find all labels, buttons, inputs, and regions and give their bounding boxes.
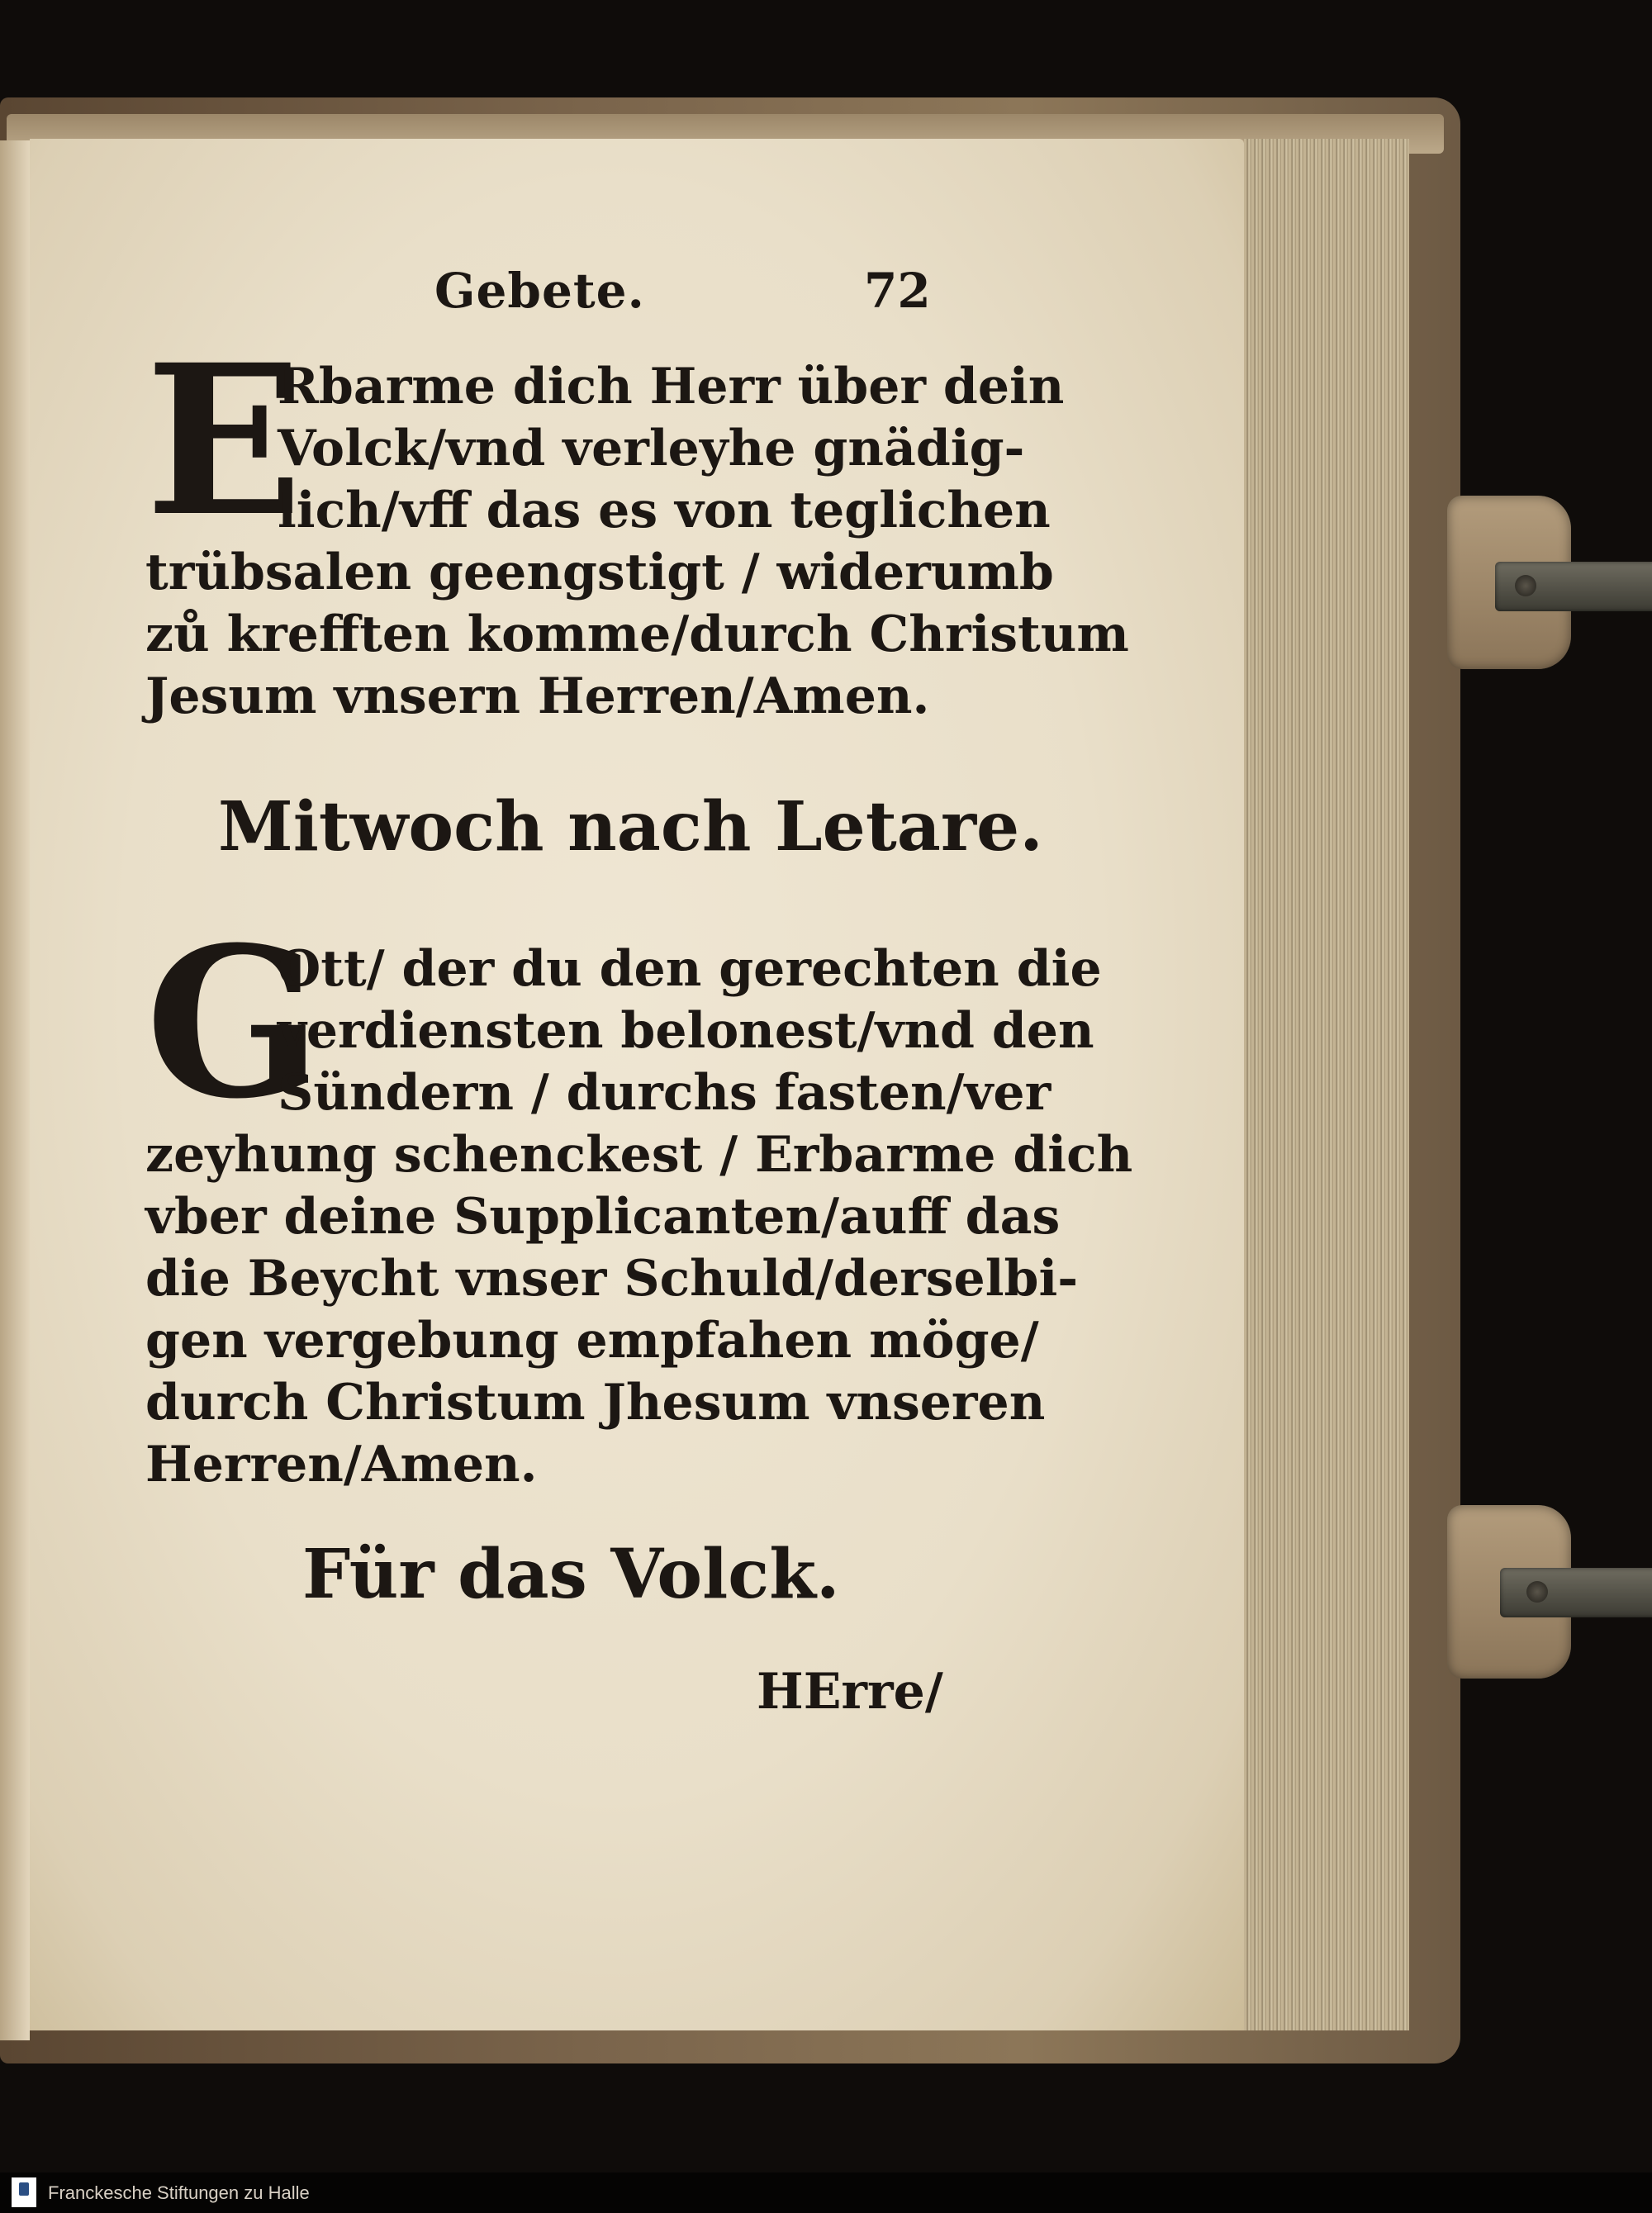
- prayer1-line-3: lich/vff das es von teglichen: [278, 482, 1051, 539]
- prayer2-line-1: Ott/ der du den gerechten die: [278, 940, 1102, 998]
- upper-clasp-rivet: [1515, 575, 1536, 596]
- prayer1-line-2: Volck/vnd verleyhe gnädig-: [278, 420, 1025, 477]
- institution-logo-icon: [12, 2177, 36, 2207]
- prayer1-line-6: Jesum vnsern Herren/Amen.: [145, 667, 930, 725]
- prayer2-line-5: vber deine Supplicanten/auff das: [145, 1188, 1061, 1246]
- prayer1-line-4: trübsalen geengstigt / widerumb: [145, 544, 1054, 601]
- prayer2-line-6: die Beycht vnser Schuld/derselbi-: [145, 1250, 1079, 1308]
- lower-clasp-rivet: [1526, 1581, 1548, 1603]
- left-page-edge: [0, 140, 30, 2040]
- prayer2-line-9: Herren/Amen.: [145, 1436, 538, 1494]
- prayer1-line-1: Rbarme dich Herr über dein: [278, 358, 1065, 416]
- page-fore-edge: [1244, 139, 1409, 2030]
- institution-name: Franckesche Stiftungen zu Halle: [48, 2182, 310, 2203]
- drop-capital-e: E: [145, 319, 303, 562]
- section-heading-mitwoch: Mitwoch nach Letare.: [218, 787, 1043, 867]
- prayer2-line-7: gen vergebung empfahen möge/: [145, 1312, 1039, 1370]
- prayer2-line-8: durch Christum Jhesum vnseren: [145, 1374, 1046, 1432]
- running-head: Gebete.: [434, 263, 645, 319]
- lower-clasp-strap: [1500, 1568, 1652, 1617]
- catchword: HErre/: [757, 1663, 943, 1721]
- page-text-block: [30, 139, 1244, 2030]
- page-number: 72: [864, 263, 931, 319]
- prayer2-line-2: verdiensten belonest/vnd den: [278, 1002, 1094, 1060]
- prayer2-line-3: Sündern / durchs fasten/ver: [278, 1064, 1051, 1122]
- book-page: [30, 139, 1244, 2030]
- prayer1-line-5: zů krefften komme/durch Christum: [145, 605, 1129, 663]
- drop-capital-g: G: [145, 901, 322, 1144]
- section-heading-volck: Für das Volck.: [302, 1535, 840, 1614]
- prayer2-line-4: zeyhung schenckest / Erbarme dich: [145, 1126, 1133, 1184]
- footer-bar: [0, 2173, 1652, 2213]
